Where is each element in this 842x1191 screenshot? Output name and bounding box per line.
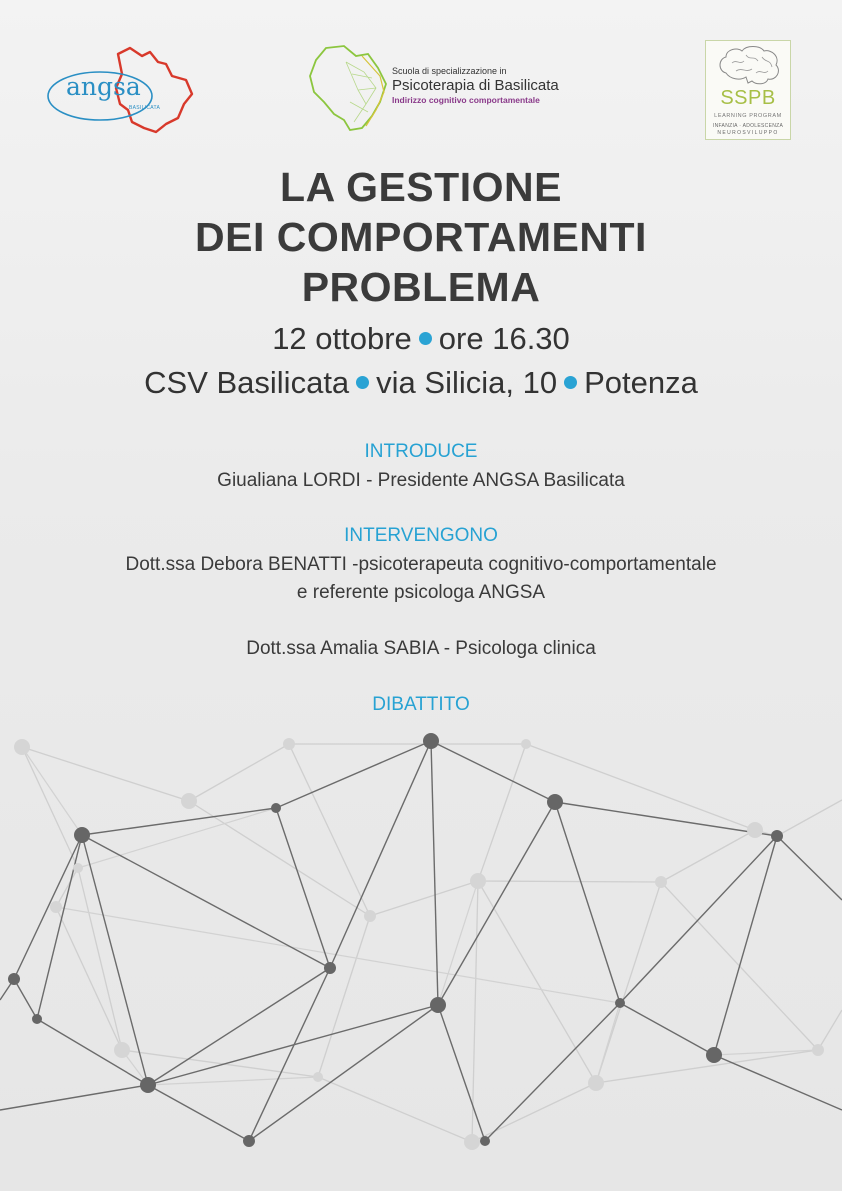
- network-edge: [56, 907, 122, 1050]
- bullet-dot-icon: [564, 376, 577, 389]
- network-edge: [478, 881, 661, 882]
- network-node: [655, 876, 667, 888]
- network-edge: [22, 747, 189, 801]
- network-edge: [37, 835, 82, 1019]
- network-node: [50, 901, 62, 913]
- network-edge: [37, 1019, 148, 1085]
- network-edge: [318, 916, 370, 1077]
- basilicata-green-map-icon: [306, 42, 390, 134]
- event-date: 12 ottobre: [272, 321, 412, 356]
- network-node: [74, 827, 90, 843]
- network-node: [364, 910, 376, 922]
- network-edge: [56, 868, 78, 907]
- network-node: [521, 739, 531, 749]
- network-edge: [370, 881, 478, 916]
- sspb-neuro: NEUROSVILUPPO: [717, 130, 779, 136]
- network-edge: [596, 882, 661, 1083]
- speaker1-line2: e referente psicologa ANGSA: [296, 582, 546, 603]
- network-node: [73, 863, 83, 873]
- sspb-wordmark: SSPB: [720, 87, 776, 109]
- network-graphic: [0, 720, 842, 1191]
- location-line: [0, 365, 842, 401]
- network-edge: [122, 1050, 318, 1077]
- brain-icon: [706, 43, 790, 89]
- event-time: ore 16.30: [438, 321, 570, 356]
- network-edge: [555, 802, 620, 1003]
- scuola-line2: Psicoterapia di Basilicata: [392, 77, 559, 94]
- network-node: [706, 1047, 722, 1063]
- angsa-wordmark: angsa: [66, 72, 141, 101]
- network-edge: [22, 747, 82, 835]
- network-node: [14, 739, 30, 755]
- date-time-line: [0, 321, 842, 357]
- scuola-logo: [306, 42, 559, 134]
- event-city: Potenza: [584, 365, 698, 400]
- title-line-2: DEI COMPORTAMENTI: [195, 214, 647, 260]
- network-node: [771, 830, 783, 842]
- network-edge: [438, 802, 555, 1005]
- network-edge: [777, 800, 842, 836]
- network-edge: [14, 835, 82, 979]
- network-node: [480, 1136, 490, 1146]
- network-edge: [818, 1010, 842, 1050]
- introduce-text: Giualiana LORDI - Presidente ANGSA Basilicata: [217, 470, 625, 491]
- bullet-dot-icon: [356, 376, 369, 389]
- network-node: [747, 822, 763, 838]
- network-edge: [777, 836, 842, 900]
- title-line-1: LA GESTIONE: [280, 164, 562, 210]
- network-edge: [148, 1085, 249, 1141]
- network-node: [140, 1077, 156, 1093]
- network-node: [470, 873, 486, 889]
- network-node: [114, 1042, 130, 1058]
- network-edge: [82, 835, 330, 968]
- bullet-dot-icon: [419, 332, 432, 345]
- speaker2-text: Dott.ssa Amalia SABIA - Psicologa clinica: [246, 638, 596, 659]
- angsa-logo: [46, 44, 196, 134]
- event-title: [0, 162, 842, 312]
- network-edge: [276, 741, 431, 808]
- dibattito-label: DIBATTITO: [372, 694, 470, 715]
- network-node: [181, 793, 197, 809]
- introduce-label: INTRODUCE: [364, 441, 478, 462]
- network-edge: [330, 741, 431, 968]
- title-line-3: PROBLEMA: [301, 264, 541, 310]
- network-edge: [714, 1055, 842, 1110]
- network-node: [324, 962, 336, 974]
- network-node: [464, 1134, 480, 1150]
- network-node: [313, 1072, 323, 1082]
- speaker1-line1: Dott.ssa Debora BENATTI -psicoterapeuta cognitivo-comportamentale: [125, 554, 717, 575]
- network-edge: [249, 1005, 438, 1141]
- network-node: [32, 1014, 42, 1024]
- network-edge: [318, 1077, 472, 1142]
- network-edge: [14, 979, 37, 1019]
- scuola-line1: Scuola di specializzazione in: [392, 66, 507, 76]
- network-node: [283, 738, 295, 750]
- angsa-region-label: BASILICATA: [129, 105, 161, 111]
- sspb-program: LEARNING PROGRAM: [714, 113, 782, 119]
- network-edge: [22, 747, 78, 868]
- network-edge: [438, 881, 478, 1005]
- intervengono-label: INTERVENGONO: [344, 525, 498, 546]
- network-edge: [555, 802, 777, 836]
- scuola-line3: Indirizzo cognitivo comportamentale: [392, 95, 540, 105]
- network-edge: [56, 907, 620, 1003]
- sspb-logo: [705, 40, 791, 140]
- network-edge: [620, 1003, 714, 1055]
- network-edge: [472, 881, 478, 1142]
- network-node: [8, 973, 20, 985]
- network-edge: [82, 808, 276, 835]
- network-edge: [438, 1005, 485, 1141]
- network-edge: [431, 741, 555, 802]
- network-edge: [189, 744, 289, 801]
- event-address: via Silicia, 10: [376, 365, 558, 400]
- network-node: [615, 998, 625, 1008]
- network-node: [423, 733, 439, 749]
- network-node: [243, 1135, 255, 1147]
- sspb-areas: INFANZIA · ADOLESCENZA: [712, 123, 784, 129]
- event-venue: CSV Basilicata: [144, 365, 350, 400]
- network-node: [812, 1044, 824, 1056]
- network-edge: [431, 741, 438, 1005]
- network-node: [547, 794, 563, 810]
- network-node: [430, 997, 446, 1013]
- network-node: [588, 1075, 604, 1091]
- network-node: [271, 803, 281, 813]
- network-edge: [478, 744, 526, 881]
- network-edge: [0, 1085, 148, 1110]
